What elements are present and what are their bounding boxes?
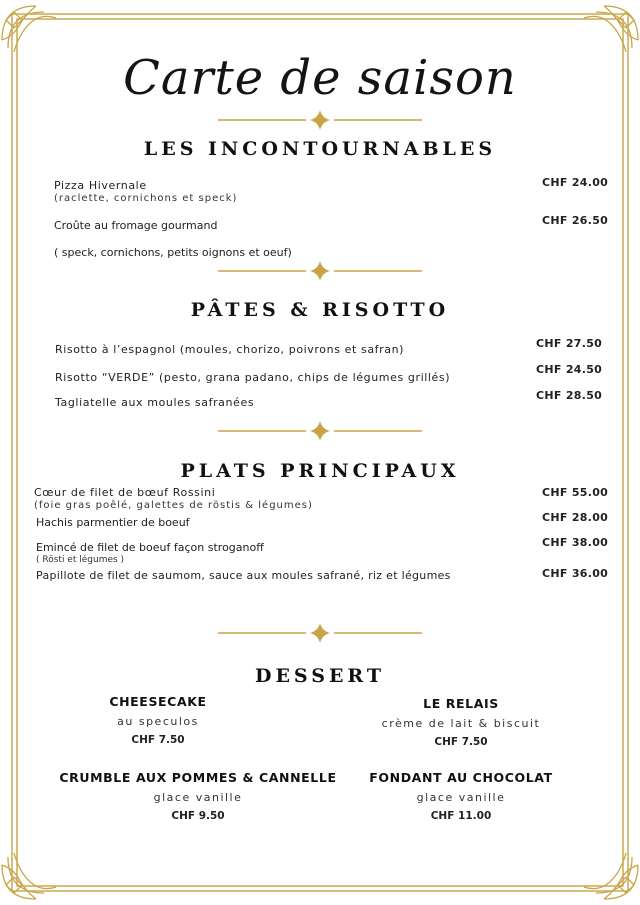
menu-item-price: CHF 28.50 xyxy=(536,389,603,402)
dessert-desc: glace vanille xyxy=(153,791,243,804)
menu-item-name: Tagliatelle aux moules safranées xyxy=(55,396,255,409)
section-heading-plats: PLATS PRINCIPAUX xyxy=(180,460,460,482)
dessert-name: FONDANT AU CHOCOLAT xyxy=(369,770,553,785)
dessert-item xyxy=(48,770,348,822)
dessert-desc: crème de lait & biscuit xyxy=(381,717,541,730)
menu-item-name: Risotto à l’espagnol (moules, chorizo, poivrons et safran) xyxy=(55,343,405,356)
divider-star-icon xyxy=(200,108,440,132)
menu-item-desc: ( speck, cornichons, petits oignons et oeuf) xyxy=(54,246,292,259)
menu-item-price: CHF 55.00 xyxy=(542,486,609,499)
dessert-desc: glace vanille xyxy=(416,791,506,804)
corner-ornament-tr-icon xyxy=(584,6,638,52)
menu-item-price: CHF 36.00 xyxy=(542,567,609,580)
menu-item-name: Croûte au fromage gourmand xyxy=(54,219,218,232)
corner-ornament-tl-icon xyxy=(2,6,56,52)
menu-item-price: CHF 38.00 xyxy=(542,536,609,549)
dessert-price: CHF 9.50 xyxy=(171,810,225,822)
menu-item-price: CHF 28.00 xyxy=(542,511,609,524)
dessert-name: CHEESECAKE xyxy=(109,694,207,709)
dessert-item xyxy=(356,770,566,822)
dessert-item xyxy=(58,694,258,746)
dessert-item xyxy=(356,696,566,748)
dessert-price: CHF 7.50 xyxy=(131,734,185,746)
section-heading-pates: PÂTES & RISOTTO xyxy=(190,299,450,321)
menu-item-price: CHF 24.00 xyxy=(542,176,609,189)
divider-star-icon xyxy=(200,621,440,645)
section-heading-dessert: DESSERT xyxy=(254,665,386,687)
corner-ornament-bl-icon xyxy=(2,853,56,899)
divider-star-icon xyxy=(200,419,440,443)
menu-item-desc: (foie gras poêlé, galettes de röstis & légumes) xyxy=(34,500,313,511)
menu-item-name: Papillote de filet de saumom, sauce aux moules safrané, riz et légumes xyxy=(36,569,451,582)
menu-item-price: CHF 26.50 xyxy=(542,214,609,227)
menu-item-name: Cœur de filet de bœuf Rossini xyxy=(34,486,216,499)
dessert-name: LE RELAIS xyxy=(423,696,499,711)
page-title: Carte de saison xyxy=(123,50,517,106)
menu-item-name: Hachis parmentier de boeuf xyxy=(36,516,190,529)
menu-item-price: CHF 27.50 xyxy=(536,337,603,350)
menu-item-name: Pizza Hivernale xyxy=(54,179,147,192)
menu-item-name: Risotto “VERDE” (pesto, grana padano, chips de légumes grillés) xyxy=(55,371,451,384)
dessert-price: CHF 11.00 xyxy=(430,810,492,822)
dessert-name: CRUMBLE AUX POMMES & CANNELLE xyxy=(59,770,337,785)
divider-star-icon xyxy=(200,259,440,283)
menu-item-desc: (raclette, cornichons et speck) xyxy=(54,193,238,204)
menu-item-desc: ( Rösti et légumes ) xyxy=(36,555,125,565)
section-heading-incontournables: LES INCONTOURNABLES xyxy=(143,138,497,160)
dessert-desc: au speculos xyxy=(117,715,199,728)
dessert-price: CHF 7.50 xyxy=(434,736,488,748)
menu-item-name: Emincé de filet de boeuf façon stroganoff xyxy=(36,541,264,554)
menu-item-price: CHF 24.50 xyxy=(536,363,603,376)
corner-ornament-br-icon xyxy=(584,853,638,899)
